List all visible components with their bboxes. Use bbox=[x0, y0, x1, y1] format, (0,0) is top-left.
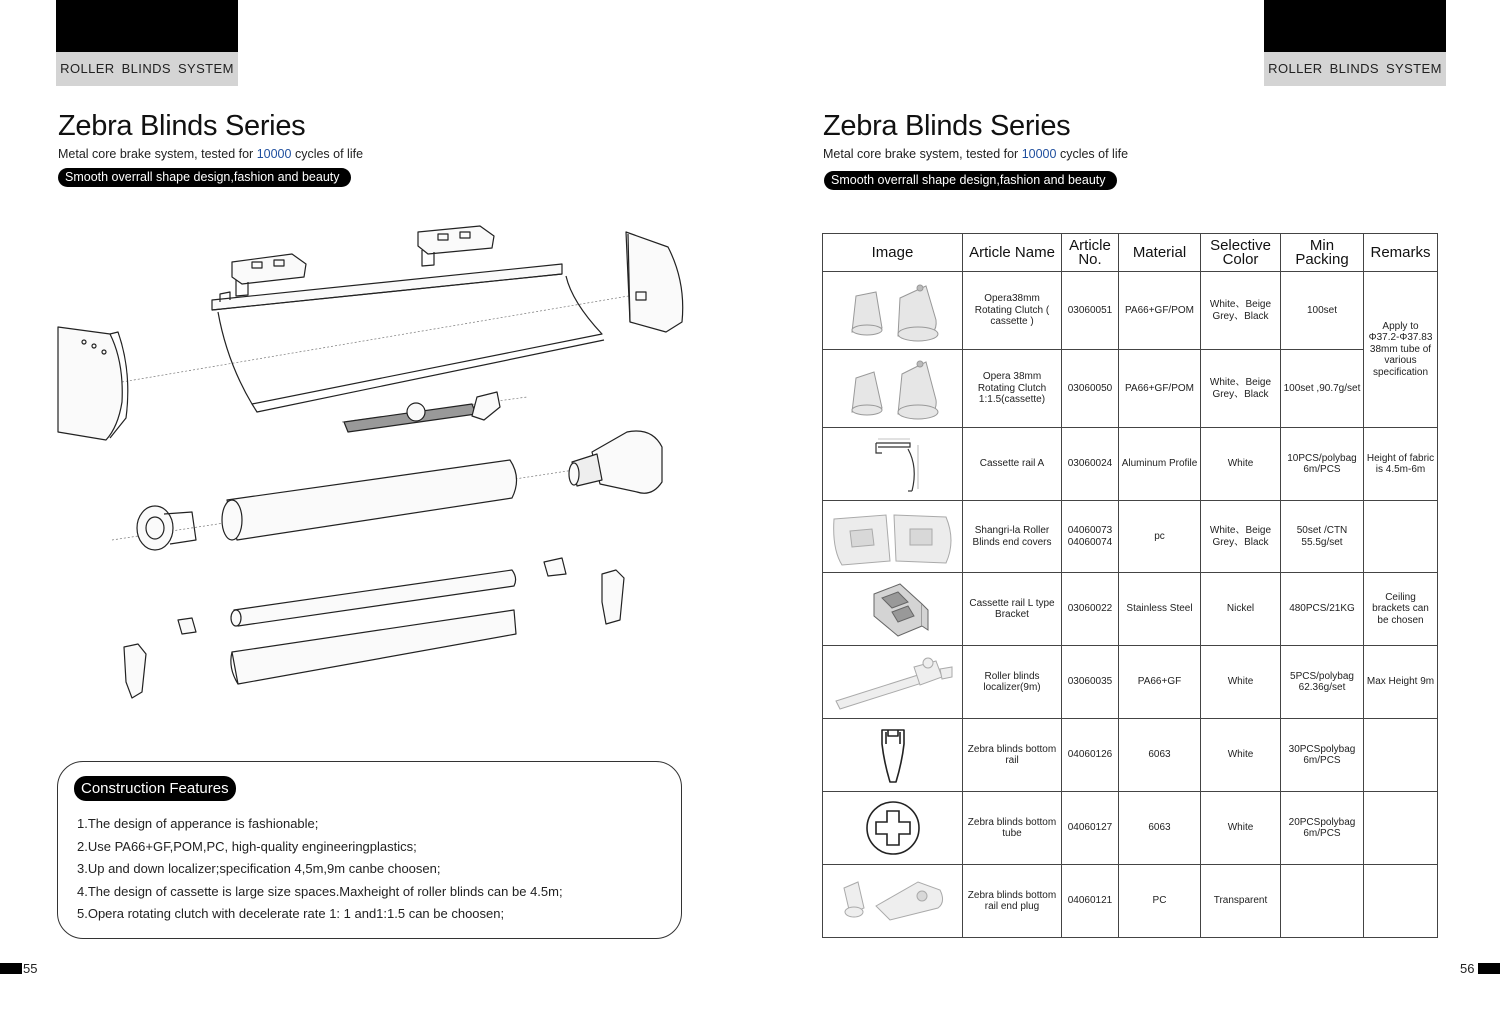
packing-cell: 50set /CTN 55.5g/set bbox=[1281, 501, 1364, 573]
article-name-cell: Zebra blinds bottom rail end plug bbox=[963, 865, 1062, 938]
remarks-cell bbox=[1364, 792, 1438, 865]
rotating-clutch-image bbox=[823, 272, 963, 350]
page-number-right: 56 bbox=[1460, 961, 1475, 976]
page-number-left: 55 bbox=[23, 961, 38, 976]
subtitle-prefix: Metal core brake system, tested for bbox=[823, 147, 1022, 161]
right-end-cap-part bbox=[626, 232, 683, 332]
packing-cell: 10PCS/polybag 6m/PCS bbox=[1281, 428, 1364, 501]
header-material: Material bbox=[1119, 234, 1201, 272]
feature-item: 2.Use PA66+GF,POM,PC, high-quality engineeringplastics; bbox=[77, 838, 417, 854]
page-title-left: Zebra Blinds Series bbox=[58, 110, 306, 142]
end-plug-image bbox=[823, 865, 963, 938]
packing-cell: 100set ,90.7g/set bbox=[1281, 350, 1364, 428]
subtitle-cycle-number: 10000 bbox=[1021, 147, 1057, 161]
header-article-name: Article Name bbox=[963, 234, 1062, 272]
remarks-cell: Ceiling brackets can be chosen bbox=[1364, 573, 1438, 646]
remarks-cell: Height of fabric is 4.5m-6m bbox=[1364, 428, 1438, 501]
localizer-image bbox=[823, 646, 963, 719]
material-cell: 6063 bbox=[1119, 719, 1201, 792]
header-section-label-right: ROLLER BLINDS SYSTEM bbox=[1264, 52, 1446, 86]
article-name-cell: Roller blinds localizer(9m) bbox=[963, 646, 1062, 719]
article-name-cell: Zebra blinds bottom rail bbox=[963, 719, 1062, 792]
article-no-cell: 04060073 04060074 bbox=[1062, 501, 1119, 573]
page-title-right: Zebra Blinds Series bbox=[823, 110, 1071, 142]
page-number-marker-left bbox=[0, 963, 22, 974]
article-no-cell: 03060024 bbox=[1062, 428, 1119, 501]
cassette-rail-part bbox=[212, 264, 604, 412]
material-cell: Aluminum Profile bbox=[1119, 428, 1201, 501]
article-no-cell: 03060035 bbox=[1062, 646, 1119, 719]
material-cell: 6063 bbox=[1119, 792, 1201, 865]
header-min-packing: Min Packing bbox=[1281, 234, 1364, 272]
design-tagline-pill-left: Smooth overrall shape design,fashion and beauty bbox=[58, 168, 351, 187]
article-name-cell: Opera38mm Rotating Clutch ( cassette ) bbox=[963, 272, 1062, 350]
packing-cell: 5PCS/polybag 62.36g/set bbox=[1281, 646, 1364, 719]
article-no-cell: 04060121 bbox=[1062, 865, 1119, 938]
article-name-cell: Opera 38mm Rotating Clutch 1:1.5(cassette) bbox=[963, 350, 1062, 428]
remarks-cell bbox=[1364, 865, 1438, 938]
color-cell: White bbox=[1201, 719, 1281, 792]
article-no-cell: 03060050 bbox=[1062, 350, 1119, 428]
article-name-cell: Zebra blinds bottom tube bbox=[963, 792, 1062, 865]
color-cell: White bbox=[1201, 428, 1281, 501]
roller-tube-part bbox=[222, 460, 517, 540]
subtitle-suffix: cycles of life bbox=[1056, 147, 1129, 161]
design-tagline-pill-right: Smooth overrall shape design,fashion and beauty bbox=[824, 171, 1117, 190]
construction-features-list bbox=[77, 813, 563, 926]
color-cell: White、Beige Grey、Black bbox=[1201, 350, 1281, 428]
remarks-cell: Max Height 9m bbox=[1364, 646, 1438, 719]
page-subtitle-left bbox=[58, 147, 363, 161]
table-row bbox=[823, 501, 1438, 573]
table-row bbox=[823, 792, 1438, 865]
article-no-cell: 04060127 bbox=[1062, 792, 1119, 865]
subtitle-prefix: Metal core brake system, tested for bbox=[58, 147, 257, 161]
page-number-marker-right bbox=[1478, 963, 1500, 974]
header-black-bar-right bbox=[1264, 0, 1446, 52]
header-article-no: Article No. bbox=[1062, 234, 1119, 272]
exploded-assembly-diagram bbox=[52, 222, 702, 712]
subtitle-suffix: cycles of life bbox=[291, 147, 364, 161]
material-cell: PA66+GF/POM bbox=[1119, 272, 1201, 350]
article-no-cell: 03060022 bbox=[1062, 573, 1119, 646]
table-row bbox=[823, 719, 1438, 792]
color-cell: Transparent bbox=[1201, 865, 1281, 938]
l-bracket-image bbox=[823, 573, 963, 646]
packing-cell: 480PCS/21KG bbox=[1281, 573, 1364, 646]
feature-item: 3.Up and down localizer;specification 4,5m,9m canbe choosen; bbox=[77, 861, 441, 876]
header-section-label-left: ROLLER BLINDS SYSTEM bbox=[56, 52, 238, 86]
color-cell: Nickel bbox=[1201, 573, 1281, 646]
table-row bbox=[823, 646, 1438, 719]
article-no-cell: 04060126 bbox=[1062, 719, 1119, 792]
cassette-rail-profile-image bbox=[823, 428, 963, 501]
table-header-row bbox=[823, 234, 1438, 272]
rotating-clutch-part bbox=[569, 431, 662, 493]
table-row bbox=[823, 350, 1438, 428]
article-name-cell: Cassette rail L type Bracket bbox=[963, 573, 1062, 646]
table-row bbox=[823, 573, 1438, 646]
left-end-cap-part bbox=[58, 327, 128, 440]
color-cell: White、Beige Grey、Black bbox=[1201, 272, 1281, 350]
feature-item: 5.Opera rotating clutch with decelerate rate 1: 1 and1:1.5 can be choosen; bbox=[77, 906, 505, 921]
table-row bbox=[823, 272, 1438, 350]
packing-cell: 30PCSpolybag 6m/PCS bbox=[1281, 719, 1364, 792]
material-cell: PA66+GF/POM bbox=[1119, 350, 1201, 428]
remarks-cell-merged: Apply to Φ37.2-Φ37.83 38mm tube of various specification bbox=[1364, 272, 1438, 428]
material-cell: pc bbox=[1119, 501, 1201, 573]
header-remarks: Remarks bbox=[1364, 234, 1438, 272]
subtitle-cycle-number: 10000 bbox=[256, 147, 292, 161]
idle-end-plug-part bbox=[137, 506, 196, 550]
header-black-bar-left bbox=[56, 0, 238, 52]
remarks-cell bbox=[1364, 719, 1438, 792]
rotating-clutch-image bbox=[823, 350, 963, 428]
packing-cell: 20PCSpolybag 6m/PCS bbox=[1281, 792, 1364, 865]
packing-cell: 100set bbox=[1281, 272, 1364, 350]
construction-features-title: Construction Features bbox=[74, 776, 236, 801]
header-image: Image bbox=[823, 234, 963, 272]
color-cell: White bbox=[1201, 646, 1281, 719]
remarks-cell bbox=[1364, 501, 1438, 573]
article-name-cell: Shangri-la Roller Blinds end covers bbox=[963, 501, 1062, 573]
article-name-cell: Cassette rail A bbox=[963, 428, 1062, 501]
product-spec-table bbox=[822, 233, 1438, 938]
mounting-bracket-part bbox=[418, 226, 494, 266]
construction-features-box bbox=[57, 761, 682, 939]
spring-localizer-part bbox=[344, 392, 500, 432]
table-row bbox=[823, 865, 1438, 938]
article-no-cell: 03060051 bbox=[1062, 272, 1119, 350]
page-subtitle-right bbox=[823, 147, 1128, 161]
feature-item: 4.The design of cassette is large size spaces.Maxheight of roller blinds can be 4.5m; bbox=[77, 883, 563, 899]
table-row bbox=[823, 428, 1438, 501]
header-selective-color: Selective Color bbox=[1201, 234, 1281, 272]
end-cover-image bbox=[823, 501, 963, 573]
feature-item: 1.The design of apperance is fashionable; bbox=[77, 816, 319, 831]
packing-cell bbox=[1281, 865, 1364, 938]
bottom-rail-profile-image bbox=[823, 719, 963, 792]
material-cell: Stainless Steel bbox=[1119, 573, 1201, 646]
bottom-tube-profile-image bbox=[823, 792, 963, 865]
material-cell: PA66+GF bbox=[1119, 646, 1201, 719]
color-cell: White bbox=[1201, 792, 1281, 865]
mounting-bracket-part bbox=[232, 254, 306, 296]
material-cell: PC bbox=[1119, 865, 1201, 938]
color-cell: White、Beige Grey、Black bbox=[1201, 501, 1281, 573]
